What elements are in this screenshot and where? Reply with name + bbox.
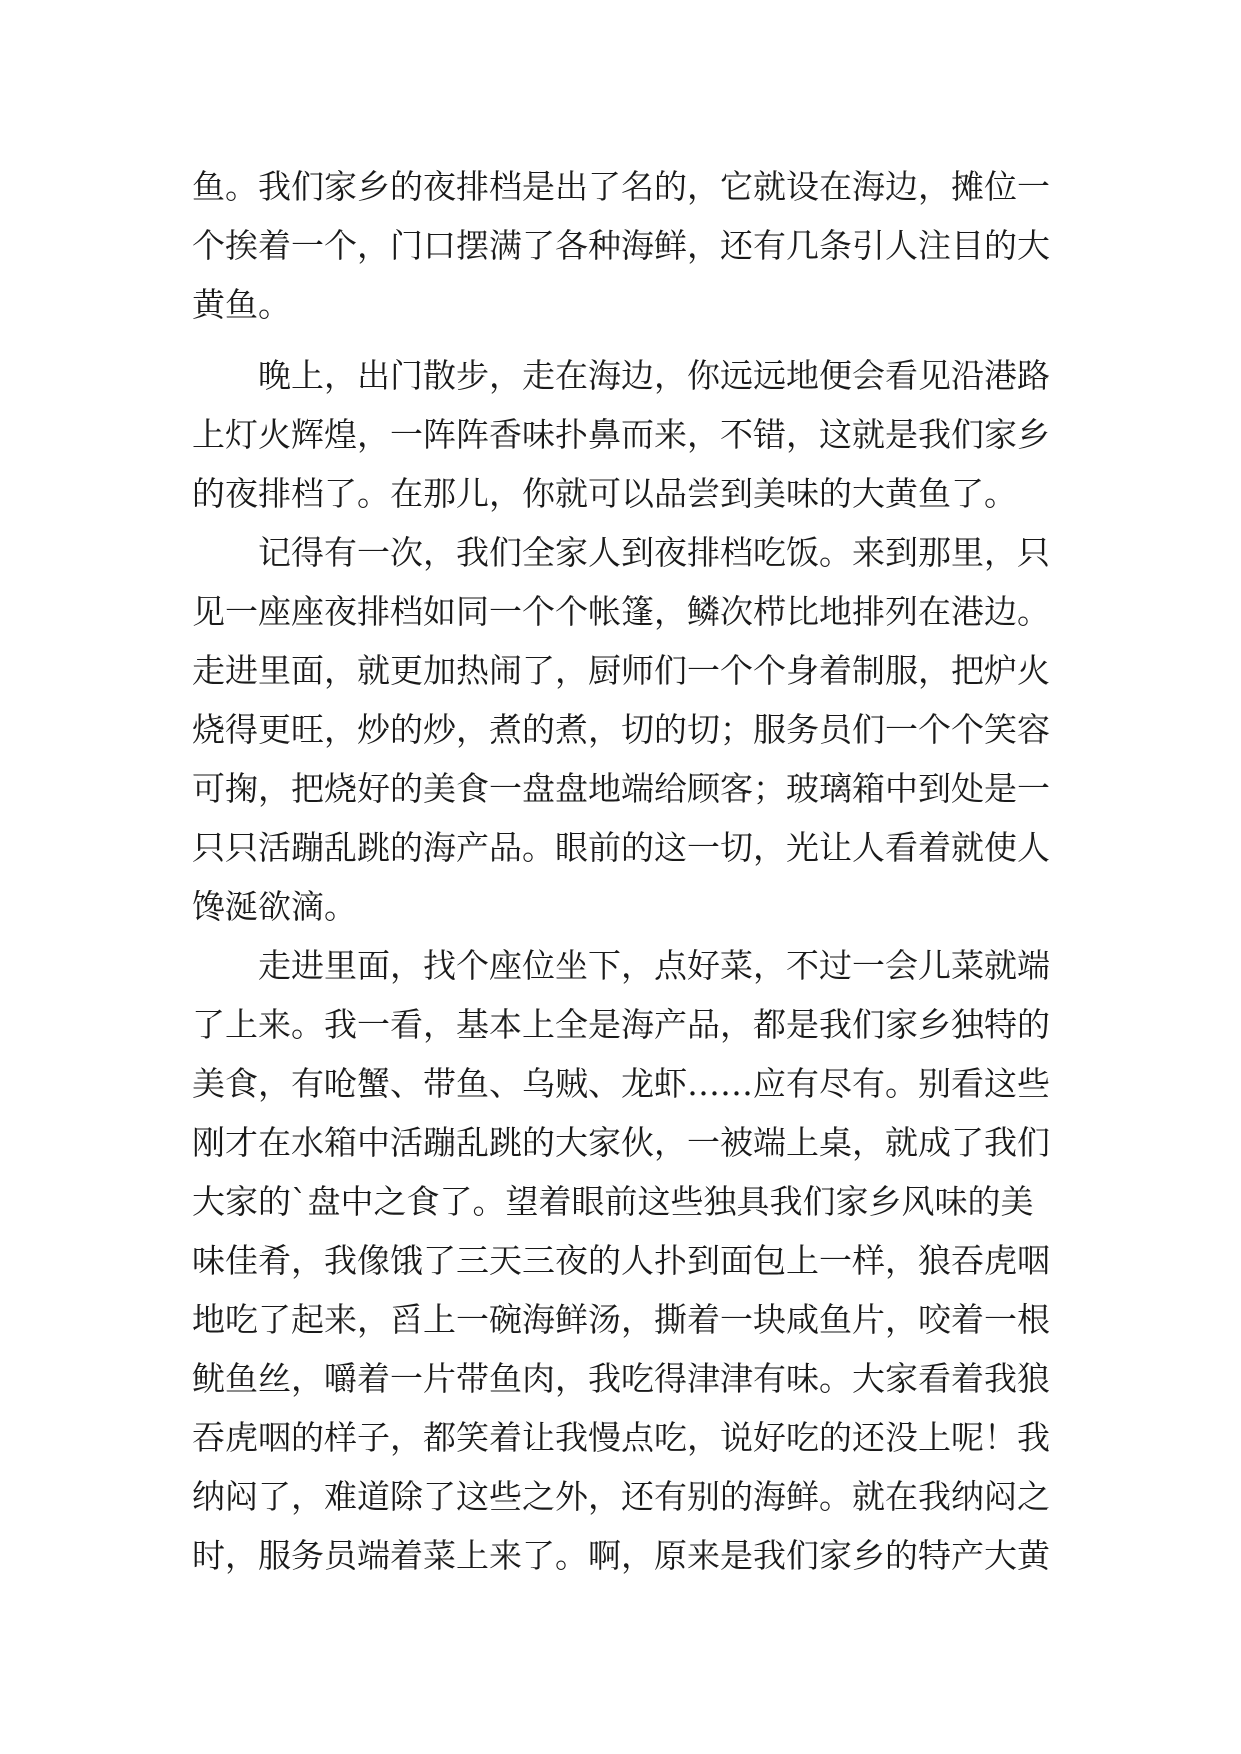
text-line: 了上来。我一看，基本上全是海产品，都是我们家乡独特的: [192, 1005, 1050, 1044]
text-line: 烧得更旺，炒的炒，煮的煮，切的切；服务员们一个个笑容: [192, 710, 1050, 749]
text-line: 走进里面，找个座位坐下，点好菜，不过一会儿菜就端: [192, 946, 1050, 985]
text-line: 鱿鱼丝，嚼着一片带鱼肉，我吃得津津有味。大家看着我狼: [192, 1359, 1050, 1398]
text-line: 上灯火辉煌，一阵阵香味扑鼻而来，不错，这就是我们家乡: [192, 415, 1050, 454]
paragraph-gap: [192, 334, 1092, 346]
text-line: 吞虎咽的样子，都笑着让我慢点吃，说好吃的还没上呢！我: [192, 1418, 1050, 1457]
text-line: 时，服务员端着菜上来了。啊，原来是我们家乡的特产大黄: [192, 1536, 1050, 1575]
text-line: 只只活蹦乱跳的海产品。眼前的这一切，光让人看着就使人: [192, 828, 1050, 867]
text-line: 见一座座夜排档如同一个个帐篷，鳞次栉比地排列在港边。: [192, 592, 1050, 631]
text-line: 晚上，出门散步，走在海边，你远远地便会看见沿港路: [192, 356, 1050, 395]
text-line: 纳闷了，难道除了这些之外，还有别的海鲜。就在我纳闷之: [192, 1477, 1050, 1516]
text-line: 个挨着一个，门口摆满了各种海鲜，还有几条引人注目的大: [192, 226, 1050, 265]
text-line: 味佳肴，我像饿了三天三夜的人扑到面包上一样，狼吞虎咽: [192, 1241, 1050, 1280]
text-line: 可掬，把烧好的美食一盘盘地端给顾客；玻璃箱中到处是一: [192, 769, 1050, 808]
text-line: 黄鱼。: [192, 285, 291, 324]
text-line: 地吃了起来，舀上一碗海鲜汤，撕着一块咸鱼片，咬着一根: [192, 1300, 1050, 1339]
essay-text: [192, 157, 1092, 1585]
text-line: 鱼。我们家乡的夜排档是出了名的，它就设在海边，摊位一: [192, 167, 1050, 206]
text-line: 美食，有呛蟹、带鱼、乌贼、龙虾……应有尽有。别看这些: [192, 1064, 1050, 1103]
text-line: 馋涎欲滴。: [192, 887, 357, 926]
text-line: 刚才在水箱中活蹦乱跳的大家伙，一被端上桌，就成了我们: [192, 1123, 1050, 1162]
text-line: 大家的`盘中之食了。望着眼前这些独具我们家乡风味的美: [192, 1182, 1034, 1221]
text-line: 的夜排档了。在那儿，你就可以品尝到美味的大黄鱼了。: [192, 474, 1017, 513]
text-line: 走进里面，就更加热闹了，厨师们一个个身着制服，把炉火: [192, 651, 1050, 690]
text-line: 记得有一次，我们全家人到夜排档吃饭。来到那里，只: [192, 533, 1050, 572]
